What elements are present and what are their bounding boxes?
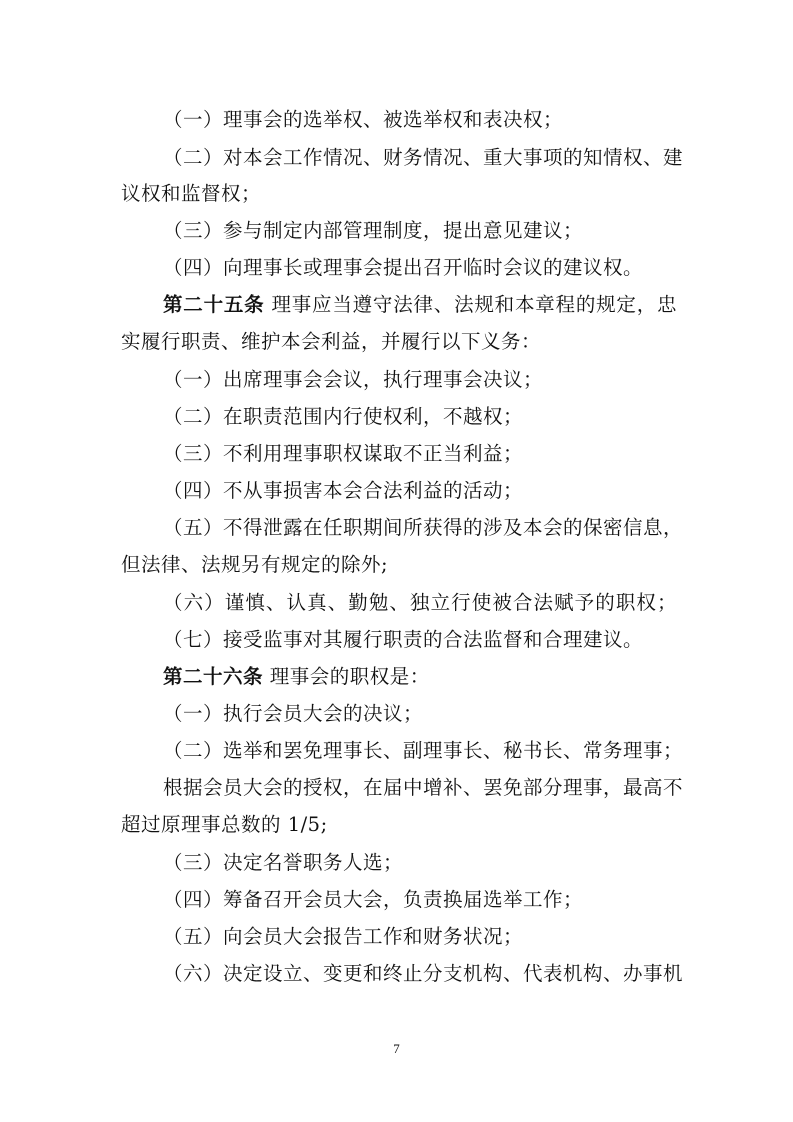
paragraph-line: （四）向理事长或理事会提出召开临时会议的建议权。 (163, 256, 644, 279)
paragraph-line: （五）向会员大会报告工作和财务状况； (163, 925, 524, 948)
paragraph-line: （三）决定名誉职务人选； (163, 851, 404, 874)
paragraph-line: （六）决定设立、变更和终止分支机构、代表机构、办事机 (163, 962, 684, 985)
paragraph-line: 根据会员大会的授权，在届中增补、罢免部分理事，最高不 (163, 776, 684, 799)
article-25-first-line (163, 293, 677, 317)
paragraph-line: 议权和监督权； (121, 182, 262, 205)
paragraph-line: （一）执行会员大会的决议； (163, 702, 424, 725)
article-25-heading: 第二十五条 (163, 293, 265, 316)
paragraph-line: 理事会的职权是： (269, 665, 430, 688)
paragraph-line: （三）参与制定内部管理制度，提出意见建议； (163, 219, 584, 242)
paragraph-line: （三）不利用理事职权谋取不正当利益； (163, 442, 524, 465)
paragraph-line: 理事应当遵守法律、法规和本章程的规定，忠 (271, 293, 677, 316)
paragraph-line: （五）不得泄露在任职期间所获得的涉及本会的保密信息， (163, 516, 684, 539)
page-number: 7 (393, 1041, 400, 1056)
paragraph-line: （六）谨慎、认真、勤勉、独立行使被合法赋予的职权； (163, 591, 677, 614)
paragraph-line: （一）理事会的选举权、被选举权和表决权； (163, 108, 564, 131)
paragraph-line: 但法律、法规另有规定的除外; (121, 553, 389, 576)
paragraph-line: （二）选举和罢免理事长、副理事长、秘书长、常务理事； (163, 739, 684, 762)
paragraph-line: （四）不从事损害本会合法利益的活动； (163, 479, 524, 502)
paragraph-line: （一）出席理事会会议，执行理事会决议； (163, 368, 544, 391)
paragraph-line: （二）对本会工作情况、财务情况、重大事项的知情权、建 (163, 146, 684, 169)
paragraph-line: （四）筹备召开会员大会，负责换届选举工作； (163, 888, 584, 911)
paragraph-line: （二）在职责范围内行使权利，不越权； (163, 405, 524, 428)
paragraph-line: （七）接受监事对其履行职责的合法监督和合理建议。 (163, 628, 644, 651)
article-26-heading: 第二十六条 (163, 665, 264, 688)
paragraph-line: 实履行职责、维护本会利益，并履行以下义务： (121, 330, 542, 353)
article-26-first-line (163, 665, 677, 689)
paragraph-line: 超过原理事总数的 1/5; (121, 813, 328, 836)
